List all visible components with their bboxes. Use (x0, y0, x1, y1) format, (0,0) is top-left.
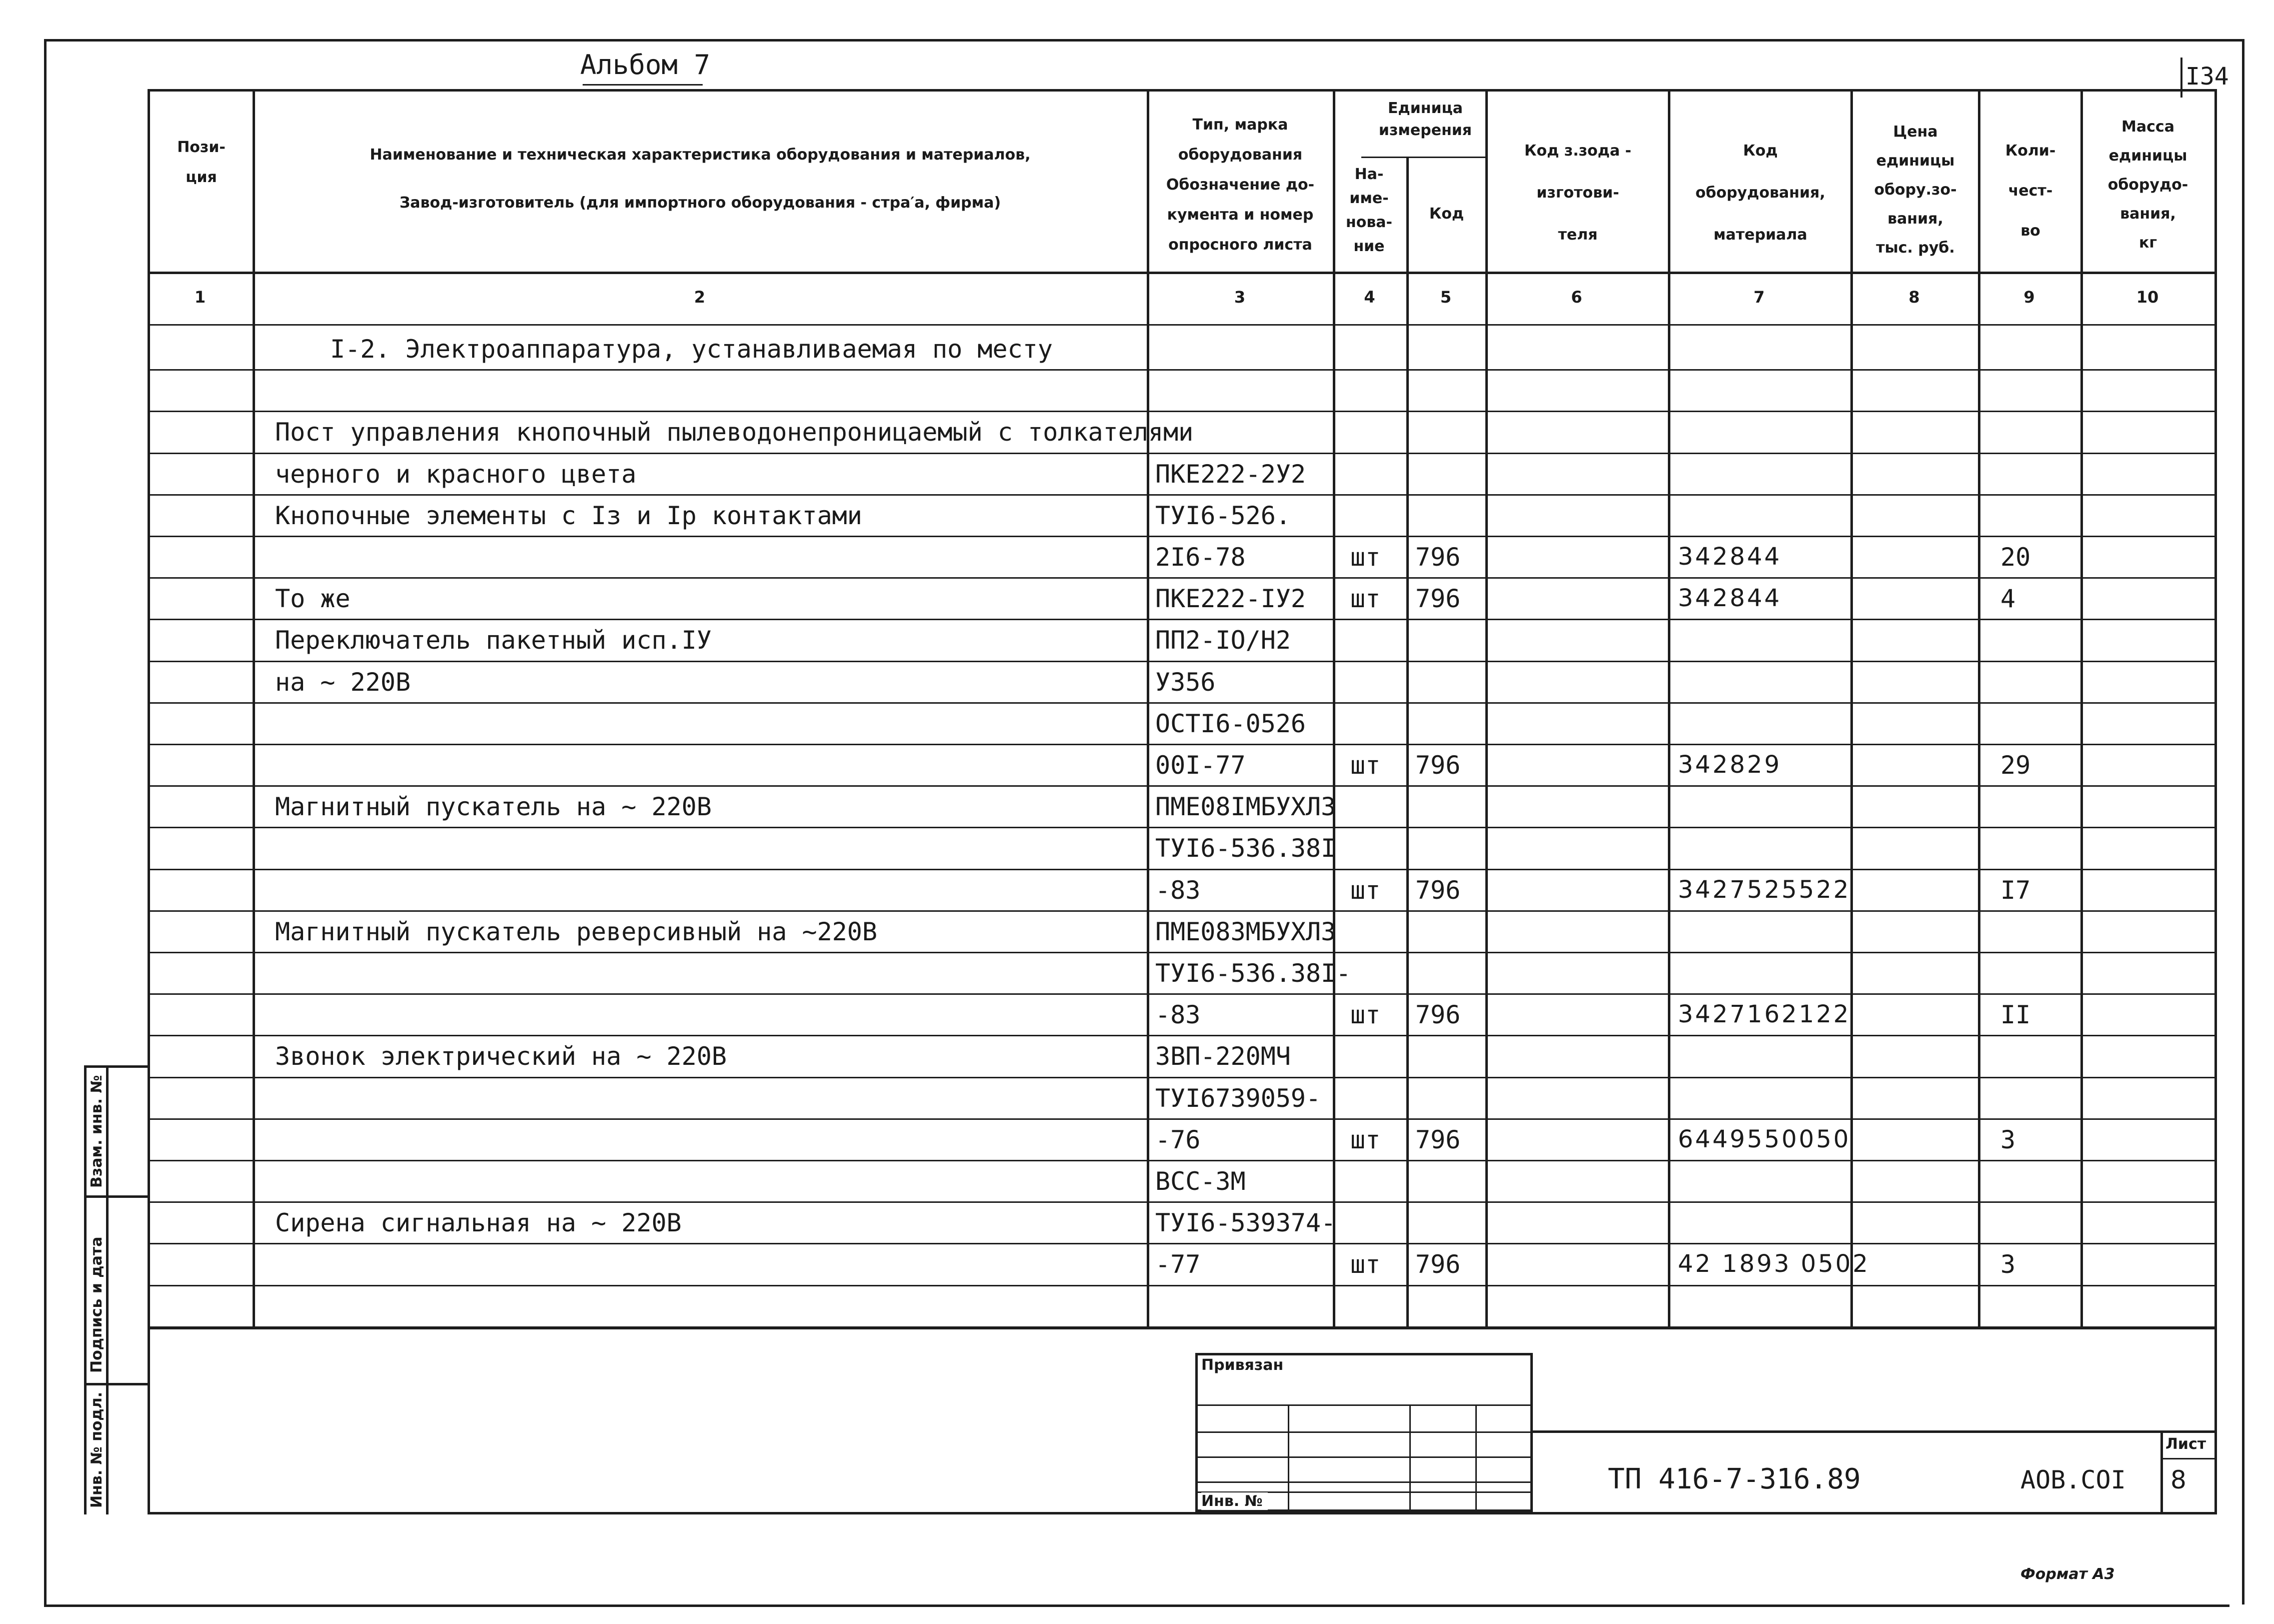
cell-unit: шт (1350, 751, 1381, 780)
table-row (0, 827, 2274, 868)
bound-stamp-inv-label: Инв. № (1201, 1492, 1268, 1510)
table-row (0, 993, 2274, 1035)
cell-unit-code: 796 (1415, 1125, 1461, 1154)
side-strip-left (84, 1065, 87, 1514)
header-unit-name-line2: име- (1349, 190, 1389, 207)
table-row (0, 744, 2274, 785)
column-number: 4 (1364, 288, 1375, 307)
bound-stamp-col3 (1475, 1404, 1477, 1512)
header-mass (2083, 113, 2213, 258)
bound-stamp-col2 (1409, 1404, 1411, 1512)
cell-unit-code: 796 (1415, 875, 1461, 905)
cell-equipment-code: 6449550050 (1678, 1125, 1851, 1153)
title-block-top (1533, 1430, 2217, 1433)
cell-equipment-code: 42 1893 0502 (1678, 1250, 1870, 1278)
cell-unit: шт (1350, 1125, 1381, 1154)
cell-type: ТУI6739059- (1155, 1083, 1321, 1113)
cell-equipment-code: 342844 (1678, 543, 1782, 571)
header-price-line3: обору.зо- (1874, 181, 1957, 199)
column-number: 8 (1908, 288, 1920, 307)
cell-type: ПКЕ222-IУ2 (1155, 584, 1306, 614)
header-factory-code-line2: изготови- (1536, 184, 1619, 202)
header-price-line5: тыс. руб. (1876, 239, 1955, 257)
cell-equipment-code: 3427525522 (1678, 875, 1851, 904)
outer-frame-top (44, 39, 2244, 42)
column-number: 6 (1571, 288, 1582, 307)
cell-type: ОСТI6-0526 (1155, 709, 1306, 738)
header-name-line2: Завод-изготовитель (для импортного оборудования - стра′а, фирма) (399, 194, 1001, 212)
cell-name: Сирена сигнальная на ~ 220В (275, 1208, 682, 1238)
cell-type: -83 (1155, 875, 1201, 905)
header-name-line1: Наименование и техническая характеристика оборудования и материалов, (370, 146, 1031, 164)
cell-type: ТУI6-526. (1155, 501, 1291, 530)
cell-equipment-code: 342844 (1678, 584, 1782, 613)
header-unit-name-line4: ние (1353, 238, 1385, 255)
cell-type: ПП2-IO/H2 (1155, 626, 1291, 655)
row-line (148, 1326, 2217, 1328)
table-row (0, 453, 2274, 494)
column-number: 2 (694, 288, 706, 307)
header-mass-line2: единицы (2108, 147, 2187, 165)
header-factory-code-line3: теля (1558, 226, 1598, 244)
table-row (0, 1201, 2274, 1243)
table-row (0, 661, 2274, 702)
cell-type: -83 (1155, 1000, 1201, 1030)
header-type-line2: оборудования (1178, 146, 1303, 164)
side-label-inv-podl: Инв. № подл. (88, 1391, 106, 1508)
header-unit-name (1333, 163, 1405, 259)
header-position-line1: Пози- (177, 139, 226, 156)
table-row (0, 785, 2274, 827)
outer-frame-bottom (44, 1604, 2229, 1607)
header-quantity-line3: во (2020, 222, 2040, 240)
table-row (0, 1243, 2274, 1284)
cell-quantity: 3 (2000, 1125, 2016, 1154)
header-type-line5: опросного листа (1168, 236, 1312, 254)
header-price (1853, 118, 1978, 263)
cell-type: 2I6-78 (1155, 543, 1246, 572)
header-type-line4: кумента и номер (1167, 206, 1314, 224)
bound-stamp-label: Привязан (1201, 1356, 1284, 1374)
top-sheet-number: I34 (2185, 63, 2229, 91)
cell-name: Звонок электрический на ~ 220В (275, 1042, 727, 1071)
table-row (0, 869, 2274, 910)
table-row (0, 952, 2274, 993)
header-price-line4: вания, (1887, 210, 1943, 228)
header-name (255, 131, 1145, 227)
bound-stamp-line2 (1195, 1431, 1533, 1433)
side-label-sign-date: Подпись и дата (88, 1236, 106, 1373)
header-mass-line1: Масса (2121, 118, 2174, 136)
table-row (0, 494, 2274, 536)
cell-name: Магнитный пускатель реверсивный на ~220В (275, 917, 878, 946)
header-quantity (1980, 131, 2080, 251)
cell-type: ПМЕ083МБУХЛЗ (1155, 917, 1336, 946)
cell-type: -76 (1155, 1125, 1201, 1154)
cell-unit: шт (1350, 875, 1381, 905)
header-factory-code-line1: Код з.зода - (1524, 142, 1632, 160)
table-row (0, 619, 2274, 660)
format-label: Формат А3 (2020, 1565, 2115, 1583)
header-mass-line4: вания, (2120, 205, 2176, 223)
cell-name: на ~ 220В (275, 667, 411, 697)
cell-quantity: 20 (2000, 543, 2031, 572)
album-underline (583, 84, 703, 86)
cell-unit-code: 796 (1415, 1000, 1461, 1030)
table-row (0, 536, 2274, 577)
header-type (1150, 110, 1330, 260)
side-label-vzam-inv: Взам. инв. № (88, 1075, 106, 1188)
sheet-label: Лист (2165, 1435, 2206, 1453)
cell-name: черного и красного цвета (275, 459, 637, 489)
cell-quantity: I7 (2000, 875, 2031, 905)
cell-name: Переключатель пакетный исп.IУ (275, 626, 712, 655)
table-row (0, 411, 2274, 452)
header-quantity-line2: чест- (2008, 182, 2053, 200)
header-unit: Единица измерения (1378, 100, 1472, 139)
table-row (0, 1285, 2274, 1326)
side-strip-inner (106, 1065, 109, 1514)
side-strip-top (84, 1065, 150, 1068)
cell-type: 00I-77 (1155, 751, 1246, 780)
header-bottom-line (148, 272, 2217, 274)
album-label: Альбом 7 (580, 49, 711, 81)
bound-stamp-line4 (1195, 1481, 1533, 1483)
header-price-line1: Цена (1893, 123, 1938, 141)
table-row (0, 577, 2274, 619)
header-price-line2: единицы (1876, 152, 1955, 170)
header-position-line2: ция (186, 169, 217, 186)
cell-unit: шт (1350, 543, 1381, 572)
column-number: 9 (2023, 288, 2035, 307)
page-bottom-line (148, 1512, 2217, 1514)
table-row (0, 1160, 2274, 1201)
cell-quantity: 29 (2000, 751, 2031, 780)
unit-header-divider (1361, 157, 1487, 158)
column-number: 5 (1440, 288, 1452, 307)
cell-unit-code: 796 (1415, 543, 1461, 572)
header-quantity-line1: Коли- (2005, 142, 2056, 160)
cell-type: ЗВП-220МЧ (1155, 1042, 1291, 1071)
cell-quantity: 3 (2000, 1250, 2016, 1279)
cell-equipment-code: 3427162122 (1678, 1000, 1851, 1029)
column-number: 10 (2136, 288, 2159, 307)
table-row (0, 1035, 2274, 1076)
header-equipment-code-line3: материала (1713, 226, 1807, 244)
table-row (0, 369, 2274, 411)
table-top-border (148, 89, 2217, 92)
cell-unit-code: 796 (1415, 751, 1461, 780)
bound-stamp-col1 (1288, 1404, 1289, 1512)
cell-type: У356 (1155, 667, 1216, 697)
header-type-line1: Тип, марка (1192, 116, 1288, 134)
header-factory-code (1488, 130, 1668, 256)
side-strip-div2 (84, 1383, 150, 1385)
header-type-line3: Обозначение до- (1166, 176, 1315, 194)
sheet-number: 8 (2170, 1465, 2186, 1494)
cell-equipment-code: 342829 (1678, 751, 1782, 779)
header-mass-line5: кг (2138, 234, 2157, 252)
cell-type: ТУI6-536.38I- (1155, 959, 1351, 988)
cell-name: Магнитный пускатель на ~ 220В (275, 792, 712, 822)
header-equipment-code (1670, 130, 1850, 256)
cell-type: ПКЕ222-2У2 (1155, 459, 1306, 489)
cell-unit-code: 796 (1415, 584, 1461, 614)
cell-type: ПМЕ08IМБУХЛЗ (1155, 792, 1336, 822)
cell-quantity: II (2000, 1000, 2031, 1030)
table-row (0, 1118, 2274, 1160)
header-unit-code: Код (1429, 205, 1464, 223)
header-equipment-code-line2: оборудования, (1695, 184, 1825, 202)
table-row (0, 328, 2274, 369)
table-row (0, 1077, 2274, 1118)
header-mass-line3: оборудо- (2107, 176, 2188, 194)
cell-type: -77 (1155, 1250, 1201, 1279)
cell-unit: шт (1350, 1000, 1381, 1030)
cell-name: Кнопочные элементы с Iз и Iр контактами (275, 501, 862, 530)
cell-type: ТУI6-536.38I (1155, 834, 1336, 863)
cell-name: Пост управления кнопочный пылеводонепроницаемый с толкателями (275, 418, 1194, 447)
sheet-box-left (2160, 1430, 2163, 1514)
column-number-line (148, 324, 2217, 326)
side-strip-div1 (84, 1195, 150, 1198)
cell-type: ВСС-3М (1155, 1167, 1246, 1196)
header-position (150, 133, 253, 193)
column-number: 1 (194, 288, 206, 307)
cell-name: То же (275, 584, 351, 614)
sheet-box-divider (2160, 1458, 2215, 1459)
doc-code: ТП 416-7-316.89 (1608, 1463, 1861, 1495)
column-number: 3 (1234, 288, 1246, 307)
cell-name: I-2. Электроаппаратура, устанавливаемая по месту (330, 335, 1053, 364)
header-equipment-code-line1: Код (1743, 142, 1778, 160)
cell-unit: шт (1350, 584, 1381, 614)
cell-unit-code: 796 (1415, 1250, 1461, 1279)
cell-type: ТУI6-539374- (1155, 1208, 1336, 1238)
table-row (0, 910, 2274, 952)
table-row (0, 702, 2274, 744)
header-unit-name-line1: На- (1354, 166, 1384, 183)
bound-stamp-line1 (1195, 1404, 1533, 1406)
cell-quantity: 4 (2000, 584, 2016, 614)
column-number: 7 (1753, 288, 1765, 307)
section-code: АОВ.СОI (2020, 1465, 2126, 1494)
bound-stamp-line3 (1195, 1456, 1533, 1458)
header-unit-name-line3: нова- (1345, 214, 1393, 231)
cell-unit: шт (1350, 1250, 1381, 1279)
